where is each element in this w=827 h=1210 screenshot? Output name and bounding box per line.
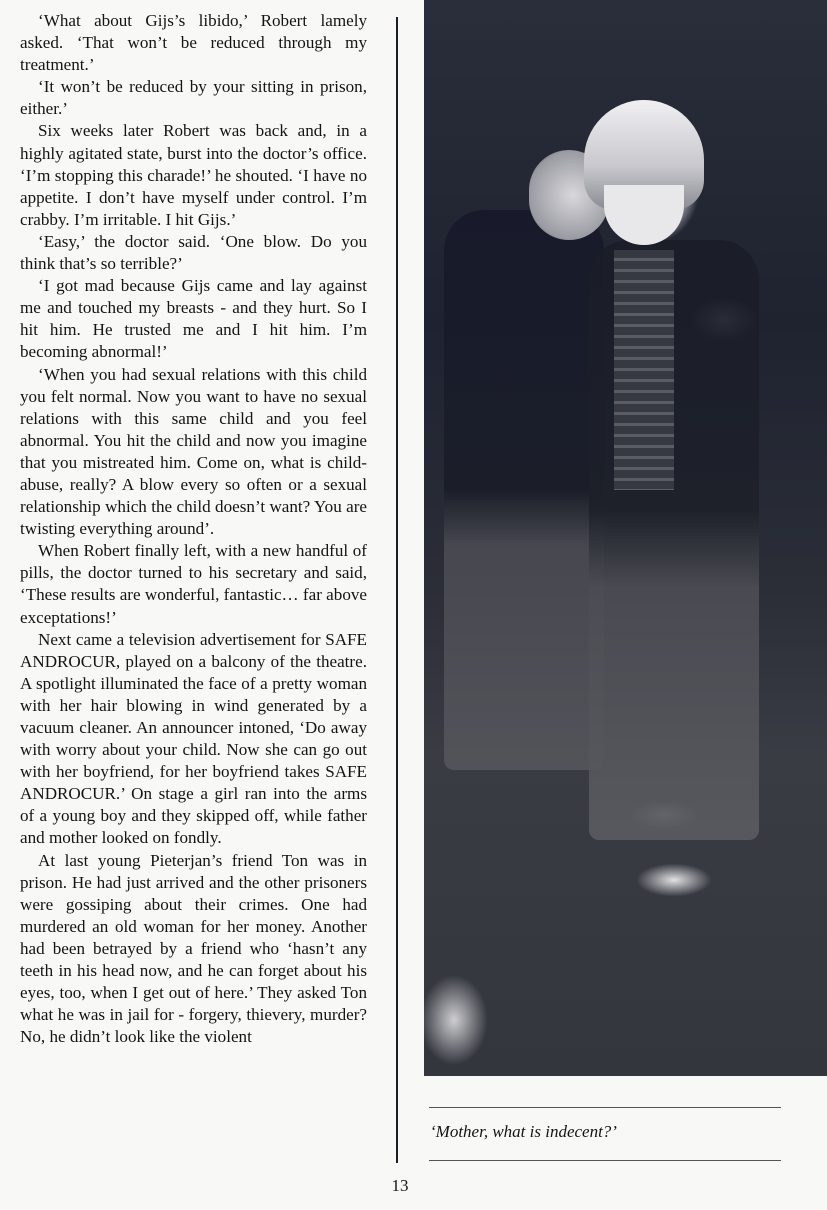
paragraph: ‘I got mad because Gijs came and lay against me and touched my breasts - and they hurt. So I hit him. He trusted me and I hit him. I’m becoming abnormal!’ xyxy=(20,276,367,362)
paragraph: ‘Easy,’ the doctor said. ‘One blow. Do you think that’s so terrible?’ xyxy=(20,231,367,274)
column-divider xyxy=(396,17,398,1163)
body-text-column xyxy=(20,10,367,1048)
photo-woman-figure xyxy=(444,210,604,770)
paragraph: At last young Pieterjan’s friend Ton was in prison. He had just arrived and the other prisoners were gossiping about their crimes. One had murdered an old woman for her money. Another had been betrayed by a friend who ‘hasn’t any teeth in his head now, and he can forget about his eyes, too, when I get out of here.’ They asked Ton what he was in jail for - forgery, thievery, murder? No, he didn’t look like the violent xyxy=(20,850,367,1047)
paragraph: ‘When you had sexual relations with this child you felt normal. Now you want to have no sexual relations with this same child and you feel abnormal. You hit the child and now you imagine that you mistreated him. Come on, what is child-abuse, really? A blow every so often or a sexual relationship which the child doesn’t want? You are twisting everything around’. xyxy=(20,364,367,539)
page-number: 13 xyxy=(391,1176,409,1195)
photo-scarf xyxy=(614,250,674,490)
paragraph: Next came a television advertisement for SAFE ANDROCUR, played on a balcony of the theatre. A spotlight illuminated the face of a pretty woman with her hair blowing in wind generated by a vacuum cleaner. An announcer intoned, ‘Do away with worry about your child. Now she can go out with her boyfriend, for her boyfriend takes SAFE ANDROCUR.’ On stage a girl ran into the arms of a young boy and they skipped off, while father and mother looked on fondly. xyxy=(20,629,367,848)
paragraph: When Robert finally left, with a new handful of pills, the doctor turned to his secretary and said, ‘These results are wonderful, fantastic… far above exceptations!’ xyxy=(20,541,367,627)
paragraph: ‘What about Gijs’s libido,’ Robert lamely asked. ‘That won’t be reduced through my treatment.’ xyxy=(20,11,367,75)
caption-rule-bottom xyxy=(429,1160,781,1161)
photo-caption: ‘Mother, what is indecent?’ xyxy=(430,1122,617,1141)
caption-rule-top xyxy=(429,1107,781,1108)
photo-boy-face xyxy=(604,185,684,245)
paragraph: Six weeks later Robert was back and, in a highly agitated state, burst into the doctor’s office. ‘I’m stopping this charade!’ he shouted. ‘I have no appetite. I don’t have myself under control. I’m crabby. I’m irritable. I hit Gijs.’ xyxy=(20,121,367,229)
paragraph: ‘It won’t be reduced by your sitting in prison, either.’ xyxy=(20,77,367,119)
photograph xyxy=(424,0,827,1076)
